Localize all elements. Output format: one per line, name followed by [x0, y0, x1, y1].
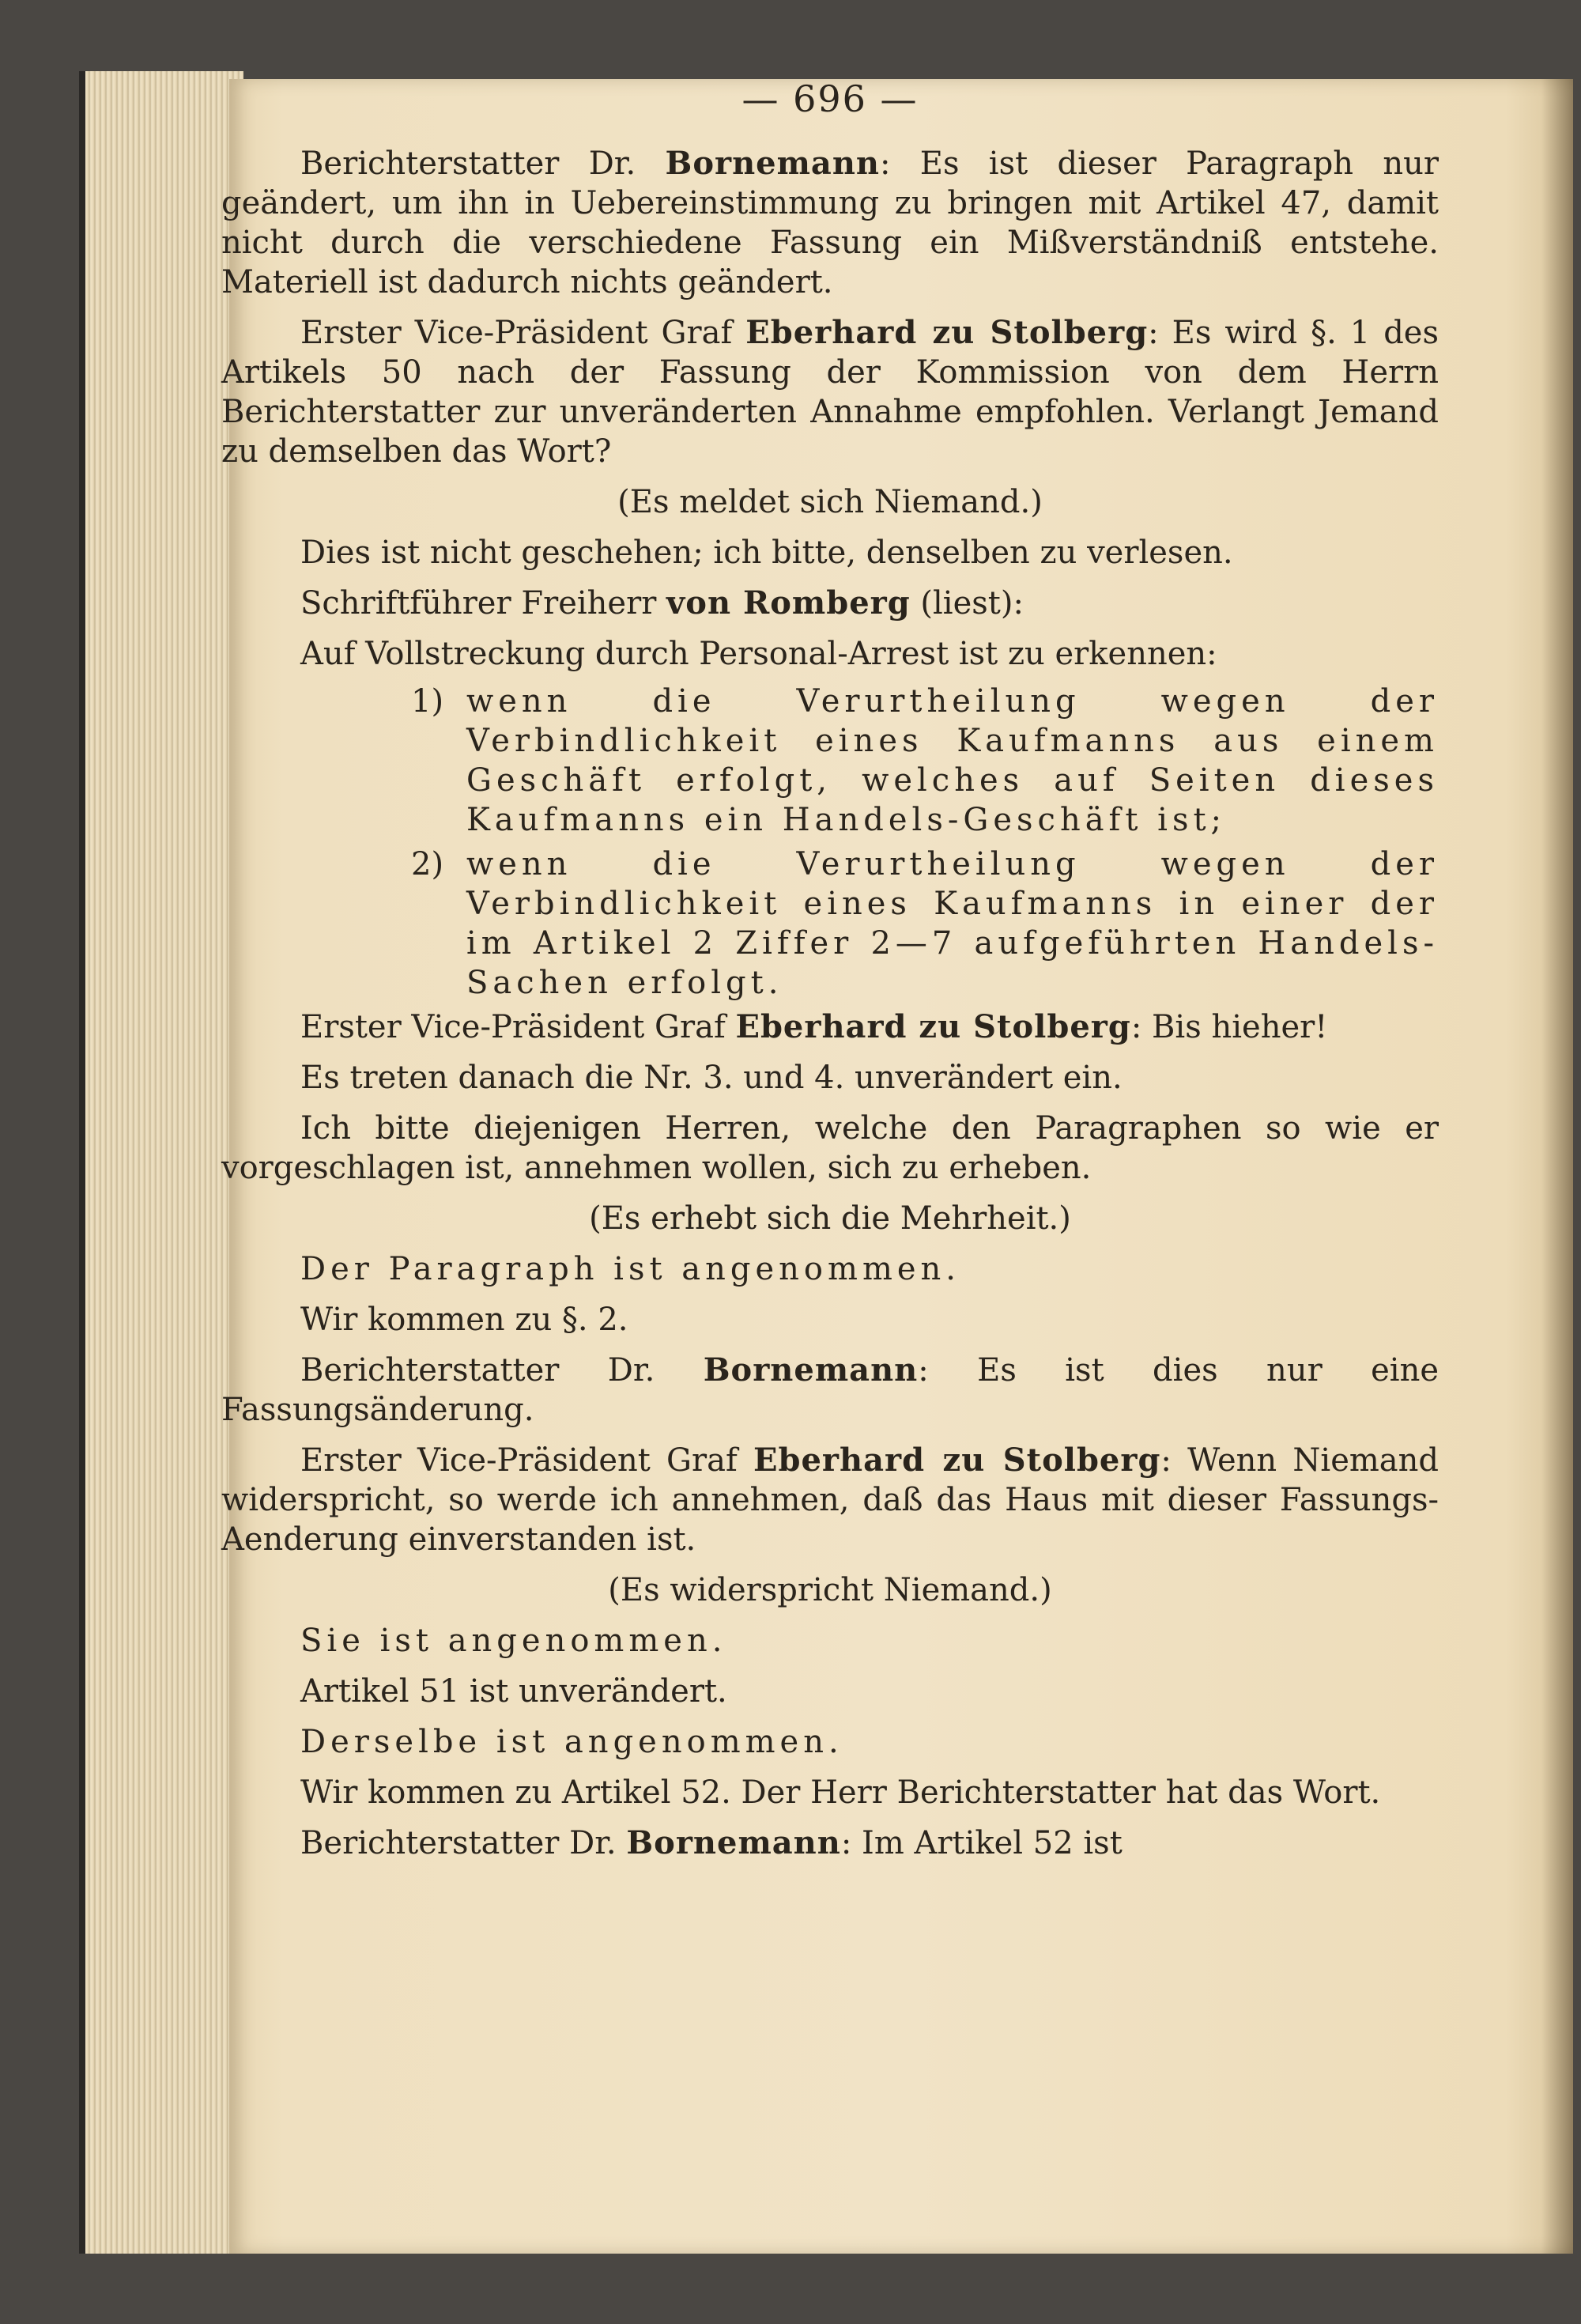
- text-line: Der Paragraph ist angenommen.: [300, 1251, 961, 1287]
- list-item: 1) wenn die Verurtheilung wegen der Verbindlichkeit eines Kaufmanns aus einem Geschäft erfolgt, welches auf Seiten dieses Kaufmanns ein Handels-Geschäft ist;: [411, 683, 1439, 838]
- speaker-name: Bornemann: [703, 1351, 919, 1389]
- quoted-text: Auf Vollstreckung durch Personal-Arrest ist zu erkennen:: [300, 636, 1217, 672]
- text-line: Dies ist nicht geschehen; ich bitte, denselben zu verlesen.: [300, 535, 1233, 571]
- speaker-name: Bornemann: [626, 1824, 841, 1861]
- speaker-name: Eberhard zu Stolberg: [753, 1442, 1161, 1479]
- page-gutter-shadow: [1541, 79, 1573, 2254]
- paragraph-romberg: Schriftführer Freiherr von Romberg (liest):: [300, 584, 1024, 622]
- page-number: — 696 —: [741, 77, 919, 120]
- text-line: Artikel 51 ist unverändert.: [300, 1673, 727, 1710]
- speaker-name: Eberhard zu Stolberg: [745, 314, 1149, 351]
- speaker-name: Bornemann: [665, 145, 881, 182]
- paragraph-stolberg-3: Erster Vice-Präsident Graf Eberhard zu Stolberg: Wenn Niemand widerspricht, so werde ich annehmen, daß das Haus mit dieser Fassungs-Aenderung einverstanden ist.: [221, 1442, 1440, 1558]
- stage-note: (Es widerspricht Niemand.): [608, 1572, 1052, 1608]
- text-line: Wir kommen zu Artikel 52. Der Herr Berichterstatter hat das Wort.: [300, 1774, 1381, 1811]
- paragraph-stolberg-2: Erster Vice-Präsident Graf Eberhard zu Stolberg: Bis hieher!: [300, 1008, 1328, 1045]
- text-line: Es treten danach die Nr. 3. und 4. unverändert ein.: [300, 1060, 1123, 1096]
- text-line: Derselbe ist angenommen.: [300, 1724, 843, 1760]
- paragraph-bornemann-2: Berichterstatter Dr. Bornemann: Es ist dies nur eine Fassungsänderung.: [221, 1351, 1440, 1428]
- list-item: 2) wenn die Verurtheilung wegen der Verbindlichkeit eines Kaufmanns in einer der im Artikel 2 Ziffer 2—7 aufgeführten Handels-Sachen erfolgt.: [411, 846, 1439, 1001]
- text-line: Wir kommen zu §. 2.: [300, 1302, 628, 1338]
- page-stack-edge: [79, 71, 243, 2254]
- speaker-name: von Romberg: [666, 584, 911, 622]
- paragraph-bornemann-3: Berichterstatter Dr. Bornemann: Im Artikel 52 ist: [300, 1824, 1123, 1861]
- text-line: Sie ist angenommen.: [300, 1623, 727, 1659]
- stage-note: (Es erhebt sich die Mehrheit.): [589, 1200, 1071, 1237]
- paragraph-stolberg-1: Erster Vice-Präsident Graf Eberhard zu Stolberg: Es wird §. 1 des Artikels 50 nach der Fassung der Kommission von dem Herrn Berichterstatter zur unveränderten Annahme empfohlen. Verlangt Jemand zu demselben das Wort?: [221, 314, 1439, 470]
- stage-note: (Es meldet sich Niemand.): [617, 484, 1043, 520]
- text-line: Ich bitte diejenigen Herren, welche den Paragraphen so wie er vorgeschlagen ist, annehmen wollen, sich zu erheben.: [221, 1110, 1439, 1186]
- paragraph-bornemann-1: Berichterstatter Dr. Bornemann: Es ist dieser Paragraph nur geändert, um ihn in Uebereinstimmung zu bringen mit Artikel 47, damit nicht durch die verschiedene Fassung ein Mißverständniß entstehe. Materiell ist dadurch nichts geändert.: [221, 145, 1439, 300]
- speaker-name: Eberhard zu Stolberg: [735, 1008, 1131, 1045]
- page-text: [221, 79, 1439, 1874]
